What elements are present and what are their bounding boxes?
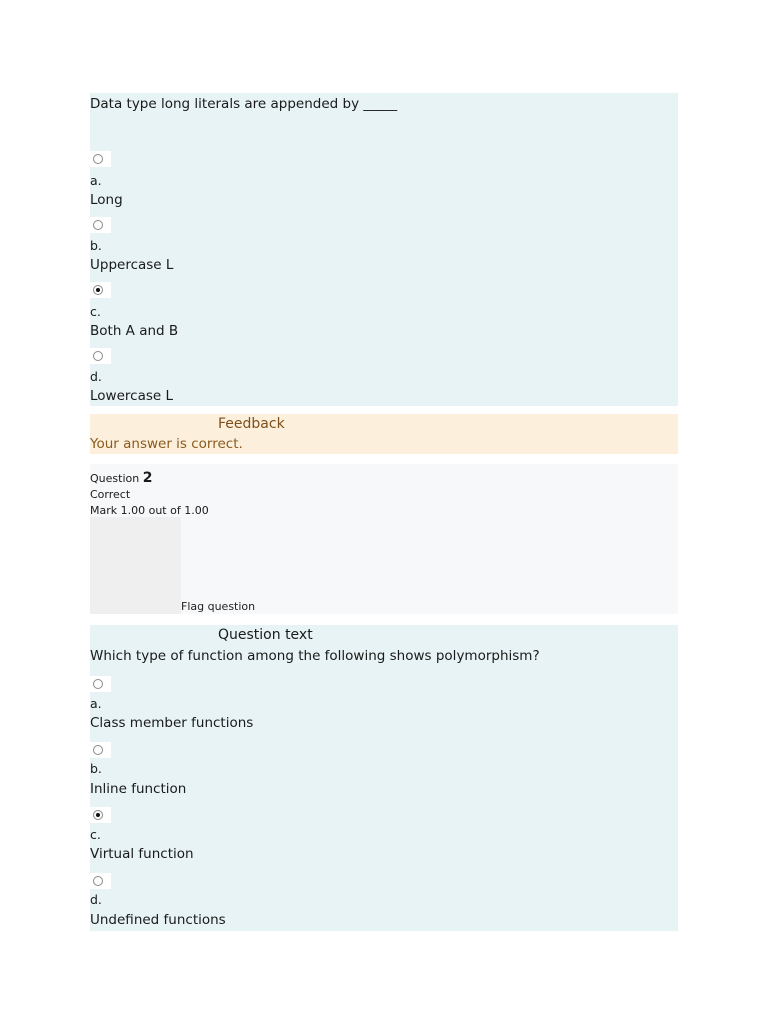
option-d-radio-box[interactable] xyxy=(90,873,111,889)
feedback-title: Feedback xyxy=(218,416,285,432)
question-state: Correct xyxy=(90,488,131,501)
option-a-radio[interactable] xyxy=(93,679,103,689)
option-c-text[interactable]: Virtual function xyxy=(90,846,194,862)
option-b-text[interactable]: Inline function xyxy=(90,781,187,797)
option-b-radio[interactable] xyxy=(93,220,103,230)
question-1-text: Data type long literals are appended by _____ xyxy=(90,96,398,112)
option-c-text[interactable]: Both A and B xyxy=(90,323,179,339)
question-number-value: 2 xyxy=(142,470,153,486)
option-a-letter: a. xyxy=(90,173,102,188)
option-b-text[interactable]: Uppercase L xyxy=(90,257,174,273)
option-a-radio-box[interactable] xyxy=(90,151,111,167)
option-a-letter: a. xyxy=(90,696,102,711)
option-c-letter: c. xyxy=(90,827,101,842)
option-c-radio-box[interactable] xyxy=(90,282,111,298)
option-d-letter: d. xyxy=(90,892,102,907)
option-a-text[interactable]: Class member functions xyxy=(90,715,254,731)
question-mark: Mark 1.00 out of 1.00 xyxy=(90,504,209,517)
option-c-radio[interactable] xyxy=(93,285,103,295)
question-2-text: Which type of function among the following shows polymorphism? xyxy=(90,648,540,664)
option-d-text[interactable]: Lowercase L xyxy=(90,388,173,404)
question-text-title: Question text xyxy=(218,627,313,643)
option-c-radio-box[interactable] xyxy=(90,807,111,823)
option-a-radio-box[interactable] xyxy=(90,676,111,692)
option-b-radio[interactable] xyxy=(93,745,103,755)
option-d-text[interactable]: Undefined functions xyxy=(90,912,226,928)
option-d-radio-box[interactable] xyxy=(90,348,111,364)
option-b-letter: b. xyxy=(90,238,102,253)
question-1-content xyxy=(90,93,678,406)
option-c-letter: c. xyxy=(90,304,101,319)
feedback-panel xyxy=(90,414,678,454)
option-d-radio[interactable] xyxy=(93,351,103,361)
question-number xyxy=(90,470,152,486)
option-a-radio[interactable] xyxy=(93,154,103,164)
option-b-letter: b. xyxy=(90,761,102,776)
option-b-radio-box[interactable] xyxy=(90,742,111,758)
question-2-info xyxy=(90,464,678,614)
option-d-radio[interactable] xyxy=(93,876,103,886)
option-d-letter: d. xyxy=(90,369,102,384)
option-b-radio-box[interactable] xyxy=(90,217,111,233)
option-a-text[interactable]: Long xyxy=(90,192,123,208)
flag-question-link[interactable]: Flag question xyxy=(181,600,256,613)
flag-icon[interactable] xyxy=(90,517,181,614)
option-c-radio[interactable] xyxy=(93,810,103,820)
feedback-text: Your answer is correct. xyxy=(90,436,243,452)
question-label: Question xyxy=(90,472,140,485)
question-2-content xyxy=(90,625,678,931)
